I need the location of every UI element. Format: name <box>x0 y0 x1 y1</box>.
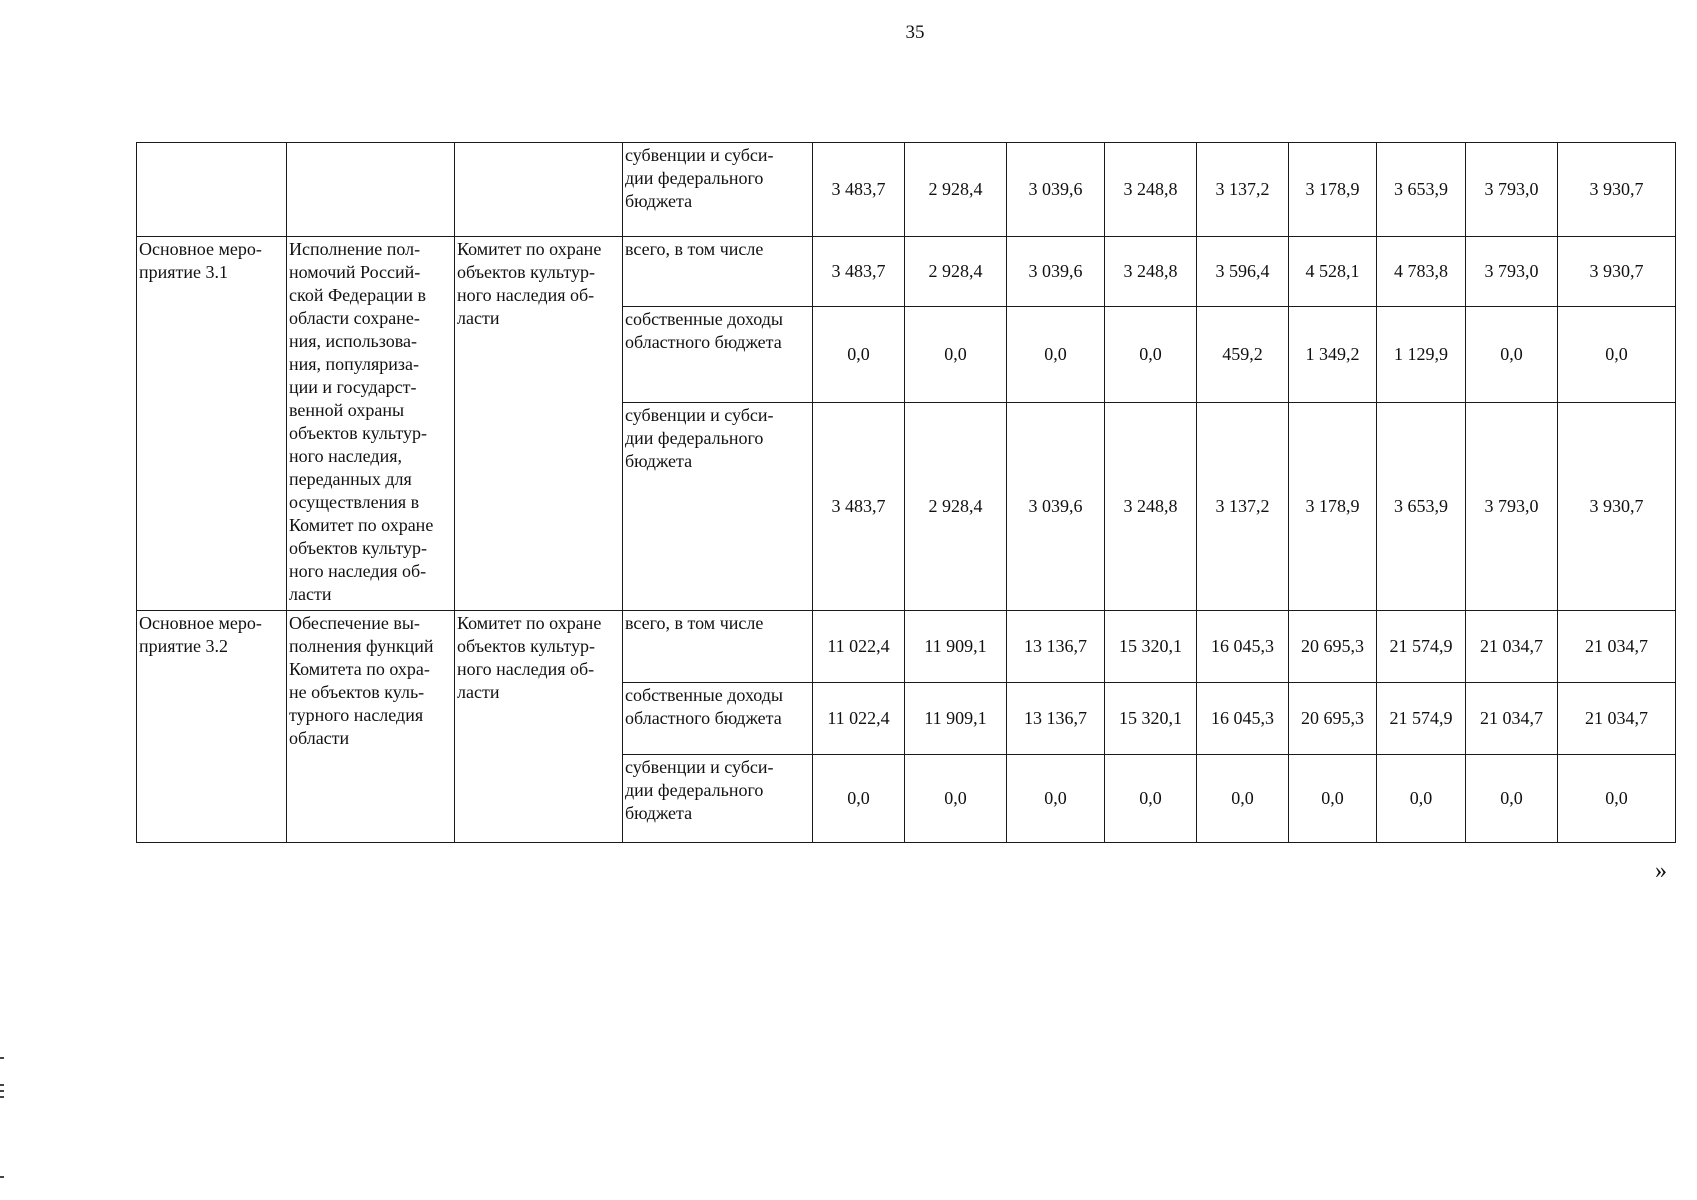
funding-source-cell: собственные доходы областного бюджета <box>623 307 813 403</box>
table-row <box>137 611 1676 683</box>
value-cell: 3 483,7 <box>813 403 905 611</box>
measure-title-cell: Обеспечение вы- полнения функций Комитета по охра- не объектов куль- турного наследия области <box>287 611 455 843</box>
margin-tick <box>0 1057 4 1059</box>
value-cell: 3 248,8 <box>1105 237 1197 307</box>
value-cell: 3 039,6 <box>1007 237 1105 307</box>
measure-cell: Основное меро- приятие 3.2 <box>137 611 287 843</box>
value-cell: 21 034,7 <box>1558 611 1676 683</box>
value-cell: 3 930,7 <box>1558 143 1676 237</box>
value-cell: 2 928,4 <box>905 143 1007 237</box>
funding-source-cell: всего, в том числе <box>623 611 813 683</box>
value-cell: 4 783,8 <box>1377 237 1466 307</box>
value-cell: 11 909,1 <box>905 611 1007 683</box>
value-cell: 11 909,1 <box>905 683 1007 755</box>
value-cell: 3 793,0 <box>1466 403 1558 611</box>
value-cell: 3 930,7 <box>1558 237 1676 307</box>
funding-table <box>136 142 1676 843</box>
margin-tick <box>0 1096 4 1098</box>
value-cell: 3 039,6 <box>1007 143 1105 237</box>
value-cell: 0,0 <box>1558 307 1676 403</box>
executor-cell <box>455 143 623 237</box>
value-cell: 13 136,7 <box>1007 611 1105 683</box>
value-cell: 1 349,2 <box>1289 307 1377 403</box>
value-cell: 3 653,9 <box>1377 403 1466 611</box>
value-cell: 3 483,7 <box>813 237 905 307</box>
value-cell: 3 793,0 <box>1466 237 1558 307</box>
value-cell: 0,0 <box>813 307 905 403</box>
value-cell: 20 695,3 <box>1289 683 1377 755</box>
value-cell: 3 178,9 <box>1289 143 1377 237</box>
value-cell: 0,0 <box>905 307 1007 403</box>
table-body <box>137 143 1676 843</box>
value-cell: 0,0 <box>1007 307 1105 403</box>
closing-quote-mark: » <box>1655 858 1667 884</box>
value-cell: 3 137,2 <box>1197 403 1289 611</box>
margin-tick <box>0 1176 4 1178</box>
value-cell: 0,0 <box>905 755 1007 843</box>
value-cell: 3 596,4 <box>1197 237 1289 307</box>
value-cell: 15 320,1 <box>1105 683 1197 755</box>
value-cell: 3 793,0 <box>1466 143 1558 237</box>
value-cell: 0,0 <box>1197 755 1289 843</box>
value-cell: 0,0 <box>1466 755 1558 843</box>
table-row <box>137 143 1676 237</box>
value-cell: 21 034,7 <box>1466 611 1558 683</box>
funding-source-cell: собственные доходы областного бюджета <box>623 683 813 755</box>
value-cell: 0,0 <box>1466 307 1558 403</box>
value-cell: 3 653,9 <box>1377 143 1466 237</box>
value-cell: 0,0 <box>1377 755 1466 843</box>
value-cell: 459,2 <box>1197 307 1289 403</box>
value-cell: 0,0 <box>1105 755 1197 843</box>
table-row <box>137 237 1676 307</box>
value-cell: 21 574,9 <box>1377 683 1466 755</box>
value-cell: 2 928,4 <box>905 237 1007 307</box>
measure-title-cell: Исполнение пол- номочий Россий- ской Федерации в области сохране- ния, использова- ния, популяриза- ции и государст- венной охраны объектов культур- ного наследия, переданных для осуществления в Комитет по охране объектов культур- ного наследия об- ласти <box>287 237 455 611</box>
page-number: 35 <box>905 22 925 43</box>
value-cell: 4 528,1 <box>1289 237 1377 307</box>
value-cell: 16 045,3 <box>1197 683 1289 755</box>
value-cell: 0,0 <box>813 755 905 843</box>
executor-cell: Комитет по охране объектов культур- ного наследия об- ласти <box>455 237 623 611</box>
funding-source-cell: субвенции и субси- дии федерального бюджета <box>623 755 813 843</box>
value-cell: 21 034,7 <box>1558 683 1676 755</box>
value-cell: 21 574,9 <box>1377 611 1466 683</box>
value-cell: 0,0 <box>1558 755 1676 843</box>
value-cell: 11 022,4 <box>813 683 905 755</box>
funding-source-cell: всего, в том числе <box>623 237 813 307</box>
margin-tick <box>0 1090 4 1092</box>
value-cell: 0,0 <box>1105 307 1197 403</box>
value-cell: 1 129,9 <box>1377 307 1466 403</box>
value-cell: 2 928,4 <box>905 403 1007 611</box>
value-cell: 11 022,4 <box>813 611 905 683</box>
funding-source-cell: субвенции и субси- дии федерального бюджета <box>623 403 813 611</box>
value-cell: 3 930,7 <box>1558 403 1676 611</box>
value-cell: 3 483,7 <box>813 143 905 237</box>
value-cell: 15 320,1 <box>1105 611 1197 683</box>
measure-title-cell <box>287 143 455 237</box>
value-cell: 3 039,6 <box>1007 403 1105 611</box>
value-cell: 0,0 <box>1289 755 1377 843</box>
value-cell: 13 136,7 <box>1007 683 1105 755</box>
value-cell: 20 695,3 <box>1289 611 1377 683</box>
value-cell: 21 034,7 <box>1466 683 1558 755</box>
measure-cell <box>137 143 287 237</box>
funding-source-cell: субвенции и субси- дии федерального бюджета <box>623 143 813 237</box>
executor-cell: Комитет по охране объектов культур- ного наследия об- ласти <box>455 611 623 843</box>
value-cell: 3 248,8 <box>1105 143 1197 237</box>
value-cell: 3 248,8 <box>1105 403 1197 611</box>
measure-cell: Основное меро- приятие 3.1 <box>137 237 287 611</box>
value-cell: 0,0 <box>1007 755 1105 843</box>
margin-tick <box>0 1084 4 1086</box>
value-cell: 3 178,9 <box>1289 403 1377 611</box>
value-cell: 16 045,3 <box>1197 611 1289 683</box>
value-cell: 3 137,2 <box>1197 143 1289 237</box>
